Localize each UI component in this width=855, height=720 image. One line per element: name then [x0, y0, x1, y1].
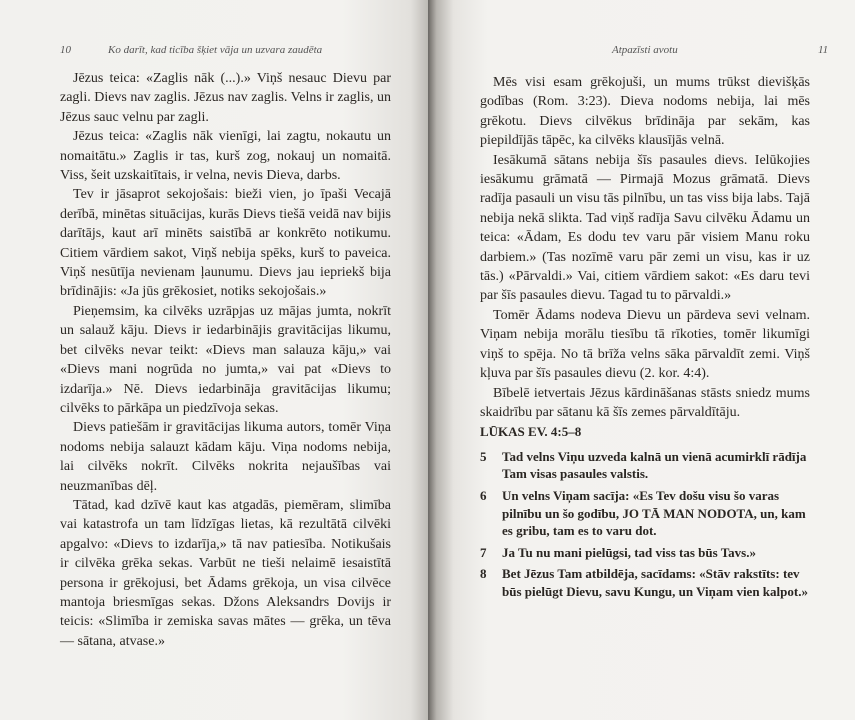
page-number: 10 [60, 44, 71, 56]
verse-number: 5 [480, 448, 487, 464]
paragraph: Pieņemsim, ka cilvēks uzrāpjas uz mājas jumta, nokrīt un salauž kāju. Dievs ir iedarbinājis gravitācijas likumu, bet cilvēks nevar teikt: «Dievs man salauza kāju,» vai «Dievs mani nogrūda no jumta,» vai pat «Dievs to izdarīja.» Nē. Dievs iedarbināja gravitācijas likumu; cilvēks to pārkāpa un piedzīvoja sekas. [60, 303, 391, 416]
left-body-text [60, 69, 391, 651]
right-page [428, 0, 855, 720]
verse-item [480, 565, 810, 600]
verse-item [480, 448, 810, 483]
paragraph: Tev ir jāsaprot sekojošais: bieži vien, jo īpaši Vecajā derībā, minētas situācijas, kurās Dievs tiešā veidā nav bijis darītājs, kaut arī minēts saistībā ar konkrēto notikumu. Citiem vārdiem sakot, Viņš nebija spēks, kurš to paveica. Viņš nesūtīja nevienam ļaunumu. Dievs jau iepriekš bija brīdinājis: «Ja jūs grēkosiet, notiks sekojošais.» [60, 187, 391, 300]
paragraph: Iesākumā sātans nebija šīs pasaules dievs. Ielūkojies iesākumu grāmatā — Pirmajā Mozus grāmatā. Dievs radīja pasauli un visu tās pilnību, un tas viss bija labs. Tajā nebija nekā slikta. Tad viņš radīja Savu cilvēku Ādamu un teica: «Ādam, Es dodu tev varu pār visiem Manu roku darbiem.» (Tas nozīmē varu pār zemi un visu, kas ir uz tās.) «Pārvaldi.» Vai, citiem vārdiem sakot: «Es daru tevi par šīs pasaules dievu. Tagad tu to pārvaldi.» [480, 152, 810, 304]
section-title: LŪKAS EV. 4:5–8 [480, 424, 582, 440]
verse-item [480, 487, 810, 540]
verse-number: 8 [480, 566, 487, 582]
verse-number: 6 [480, 487, 487, 503]
running-head: Atpazīsti avotu [612, 44, 678, 56]
verse-text: Un velns Viņam sacīja: «Es Tev došu visu šo varas pilnību un šo godību, JO TĀ MAN NODOTA, un, kam es gribu, tam es to varu dot. [502, 487, 806, 539]
verse-item [480, 544, 810, 562]
paragraph: Dievs patiešām ir gravitācijas likuma autors, tomēr Viņa nodoms nebija salauzt kādam kāju. Viņa nodoms nebija, lai cilvēks nokrīt. Cilvēks nokrita nejaušības vai neuzmanības dēļ. [60, 420, 391, 494]
paragraph: Mēs visi esam grēkojuši, un mums trūkst dievišķās godības (Rom. 3:23). Dieva nodoms nebija, lai mēs grēkotu. Dievs cilvēkus brīdināja par sekām, kas piepildījās tāpēc, ka cilvēks klausījās velnā. [480, 75, 810, 149]
paragraph: Tomēr Ādams nodeva Dievu un pārdeva sevi velnam. Viņam nebija morālu tiesību tā rīkoties, tomēr likumīgi viņš to spēja. No tā brīža velns sāka pārvaldīt zemi. Viņš kļuva par šīs pasaules dievu (2. kor. 4:4). [480, 307, 810, 382]
paragraph: Jēzus teica: «Zaglis nāk vienīgi, lai zagtu, nokautu un nomaitātu.» Zaglis ir tas, kurš zog, nokauj un nomaitā. Viss, šeit uzskaitītais, ir velna, nevis Dieva, darbs. [60, 129, 391, 184]
right-body-text [480, 73, 810, 604]
verse-text: Bet Jēzus Tam atbildēja, sacīdams: «Stāv rakstīts: tev būs pielūgt Dievu, savu Kungu, un Viņam vien kalpot.» [502, 566, 808, 599]
paragraph: Tātad, kad dzīvē kaut kas atgadās, piemēram, slimība vai katastrofa un tam līdzīgas lietas, kā rezultātā cilvēki apgalvo: «Dievs to izdarīja,» tā nav patiesība. Notikušais ir cilvēka grēka sekas. Varbūt ne tieši nelaimē iesaistītā persona ir grēkojusi, bet Ādams grēkoja, un visa cilvēce mantoja briesmīgas sekas. Džons Aleksandrs Dovijs ir teicis: «Slimība ir zemiska savas mātes — grēka, un tēva — sātana, atvase.» [60, 497, 391, 649]
verse-list [480, 448, 810, 601]
paragraph: Jēzus teica: «Zaglis nāk (...).» Viņš nesauc Dievu par zagli. Dievs nav zaglis. Jēzus nav zaglis. Velns ir zaglis, un Jēzus sauc velnu par zagli. [60, 71, 391, 125]
verse-text: Tad velns Viņu uzveda kalnā un vienā acumirklī rādīja Tam visas pasaules valstis. [502, 448, 807, 482]
running-head: Ko darīt, kad ticība šķiet vāja un uzvara zaudēta [108, 44, 323, 56]
verse-text: Ja Tu nu mani pielūgsi, tad viss tas būs Tavs.» [502, 544, 756, 560]
page-number: 11 [818, 44, 829, 56]
paragraph: Bībelē ietvertais Jēzus kārdināšanas stāsts sniedz mums skaidrību par sātanu kā šīs zemes pārvaldītāju. [480, 385, 810, 420]
verse-number: 7 [480, 544, 487, 560]
